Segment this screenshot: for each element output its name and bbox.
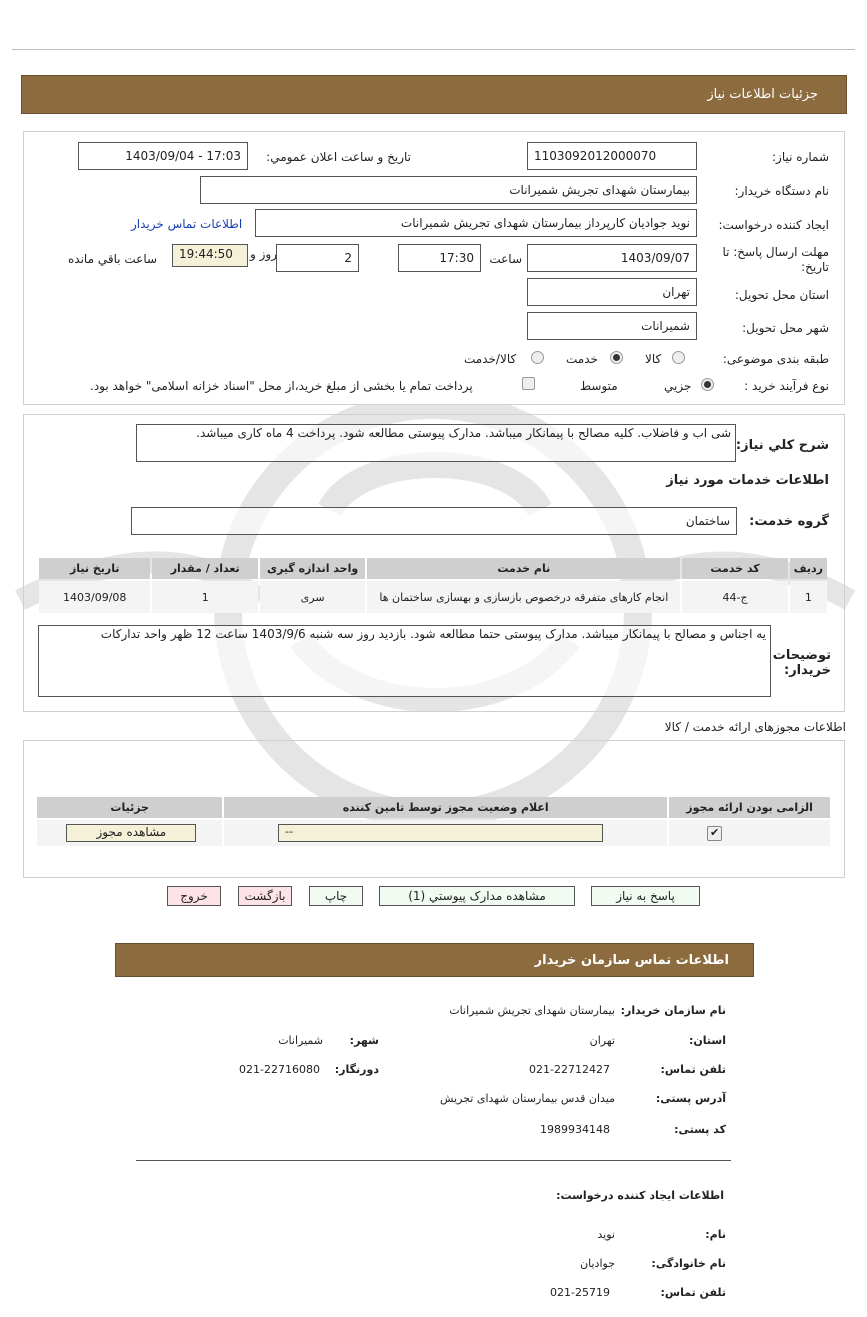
category-radio-goods-service[interactable]	[531, 351, 544, 364]
permit-details-cell	[37, 820, 222, 846]
days-field: 2	[276, 244, 359, 272]
time-label: ساعت	[489, 252, 522, 266]
page-header	[21, 75, 847, 114]
col-code: کد خدمت	[682, 558, 787, 579]
col-unit: واحد اندازه گیری	[260, 558, 365, 579]
service-group-label: گروه خدمت:	[749, 514, 829, 529]
buyer-notes-field: یه اجناس و مصالح با پیمانکار میباشد. مدارک پیوستی حتما مطالعه شود. بازدید روز سه شنبه 1403/9/6 ساعت 12 ظهر واحد تدارکات	[38, 625, 771, 697]
need-number-field: 1103092012000070	[527, 142, 697, 170]
contact-fax-value: 021-22716080	[239, 1063, 320, 1076]
top-divider	[12, 49, 855, 50]
buyer-notes-label: توضیحات خریدار:	[772, 648, 831, 678]
category-option-goods: کالا	[645, 352, 662, 366]
service-group-field: ساختمان	[131, 507, 737, 535]
contact-postal-label: کد پستی:	[674, 1123, 726, 1136]
creator-phone-value: 021-25719	[550, 1286, 610, 1299]
deadline-label-2: تاریخ:	[801, 260, 829, 274]
buyer-contact-link[interactable]: اطلاعات تماس خریدار	[131, 217, 243, 231]
permit-required-checkbox[interactable]: ✔	[707, 826, 722, 841]
process-radio-minor[interactable]	[701, 378, 714, 391]
services-table	[37, 556, 829, 615]
process-option-medium: متوسط	[580, 379, 618, 393]
deadline-date-field: 1403/09/07	[527, 244, 697, 272]
buyer-label: نام دستگاه خریدار:	[734, 184, 829, 198]
deadline-label: مهلت ارسال پاسخ: تا	[722, 245, 829, 259]
process-label: نوع فرآیند خرید :	[744, 379, 829, 393]
permit-col-required: الزامی بودن ارائه مجوز	[669, 797, 830, 818]
contact-province-label: استان:	[689, 1034, 726, 1047]
contact-header	[115, 943, 754, 977]
view-permit-button[interactable]: مشاهده مجوز	[66, 824, 196, 842]
contact-phone-value: 021-22712427	[529, 1063, 610, 1076]
services-heading: اطلاعات خدمات مورد نیاز	[666, 473, 829, 488]
cell-row: 1	[790, 581, 827, 613]
table-row	[37, 820, 830, 846]
creator-family-value: جوادیان	[580, 1257, 615, 1270]
contact-divider	[136, 1160, 731, 1161]
exit-button[interactable]: خروج	[167, 886, 221, 906]
announce-field: 1403/09/04 - 17:03	[78, 142, 248, 170]
contact-title: اطلاعات تماس سازمان خریدار	[534, 953, 729, 968]
org-value: بیمارستان شهدای تجریش شمیرانات	[449, 1004, 615, 1017]
category-radio-service[interactable]	[610, 351, 623, 364]
announce-label: تاریخ و ساعت اعلان عمومي:	[266, 150, 411, 164]
contact-province-value: تهران	[589, 1034, 615, 1047]
treasury-note: پرداخت تمام یا بخشی از مبلغ خرید،از محل "اسناد خزانه اسلامی" خواهد بود.	[90, 379, 473, 393]
attachments-button[interactable]: مشاهده مدارک پیوستي (1)	[379, 886, 575, 906]
org-label: نام سازمان خریدار:	[620, 1004, 726, 1017]
cell-date: 1403/09/08	[39, 581, 150, 613]
permit-status-cell	[224, 820, 667, 846]
deadline-time-field: 17:30	[398, 244, 481, 272]
creator-field: نوید جوادیان کارپرداز بیمارستان شهدای تجریش شمیرانات	[255, 209, 697, 237]
remaining-label: ساعت باقي مانده	[68, 252, 158, 266]
need-number-label: شماره نیاز:	[772, 150, 829, 164]
cell-name: انجام کارهای متفرقه درخصوص بازسازی و بهسازی ساختمان ها	[367, 581, 680, 613]
contact-address-label: آدرس پستی:	[655, 1092, 726, 1105]
city-field: شمیرانات	[527, 312, 697, 340]
province-label: استان محل تحویل:	[734, 288, 829, 302]
cell-code: ج-44	[682, 581, 787, 613]
treasury-checkbox[interactable]	[522, 377, 535, 390]
creator-heading: اطلاعات ایجاد کننده درخواست:	[556, 1189, 724, 1202]
contact-postal-value: 1989934148	[540, 1123, 610, 1136]
contact-fax-label: دورنگار:	[334, 1063, 379, 1076]
permit-status-field[interactable]: --	[278, 824, 603, 842]
permit-col-status: اعلام وضعیت مجوز توسط تامین کننده	[224, 797, 667, 818]
remaining-time-field: 19:44:50	[172, 244, 248, 267]
cell-qty: 1	[152, 581, 257, 613]
province-field: تهران	[527, 278, 697, 306]
city-label: شهر محل تحویل:	[742, 321, 829, 335]
creator-label: ایجاد کننده درخواست:	[718, 218, 829, 232]
col-row: ردیف	[790, 558, 827, 579]
creator-name-label: نام:	[705, 1228, 726, 1241]
permit-required-cell	[669, 820, 830, 846]
permits-table	[35, 795, 832, 848]
back-button[interactable]: بازگشت	[238, 886, 292, 906]
creator-phone-label: تلفن تماس:	[660, 1286, 726, 1299]
contact-address-value: میدان قدس بیمارستان شهدای تجریش	[440, 1092, 615, 1105]
creator-family-label: نام خانوادگی:	[651, 1257, 726, 1270]
category-option-service: خدمت	[566, 352, 598, 366]
summary-label: شرح كلي نياز:	[735, 438, 829, 453]
reply-button[interactable]: پاسخ به نیاز	[591, 886, 700, 906]
col-date: تاریخ نیاز	[39, 558, 150, 579]
contact-city-label: شهر:	[349, 1034, 379, 1047]
category-radio-goods[interactable]	[672, 351, 685, 364]
cell-unit: سری	[260, 581, 365, 613]
category-label: طبقه بندی موضوعی:	[722, 352, 829, 366]
buyer-field: بیمارستان شهدای تجریش شمیرانات	[200, 176, 697, 204]
table-row	[39, 581, 827, 613]
page-title: جزئیات اطلاعات نیاز	[707, 87, 818, 102]
permit-col-details: جزئیات	[37, 797, 222, 818]
summary-field: شی اب و فاضلاب. کلیه مصالح با پیمانکار میباشد. مدارک پیوستی مطالعه شود. پرداخت 4 ماه کاری میباشد.	[136, 424, 736, 462]
services-table-header	[39, 558, 827, 579]
col-name: نام خدمت	[367, 558, 680, 579]
print-button[interactable]: چاپ	[309, 886, 363, 906]
process-option-minor: جزيي	[664, 379, 692, 393]
col-qty: تعداد / مقدار	[152, 558, 257, 579]
contact-city-value: شمیرانات	[278, 1034, 323, 1047]
creator-name-value: نوید	[597, 1228, 615, 1241]
days-label: روز و	[250, 247, 277, 261]
permits-heading: اطلاعات مجوزهای ارائه خدمت / کالا	[664, 720, 846, 734]
category-option-goods-service: کالا/خدمت	[464, 352, 517, 366]
contact-phone-label: تلفن تماس:	[660, 1063, 726, 1076]
permits-table-header	[37, 797, 830, 818]
